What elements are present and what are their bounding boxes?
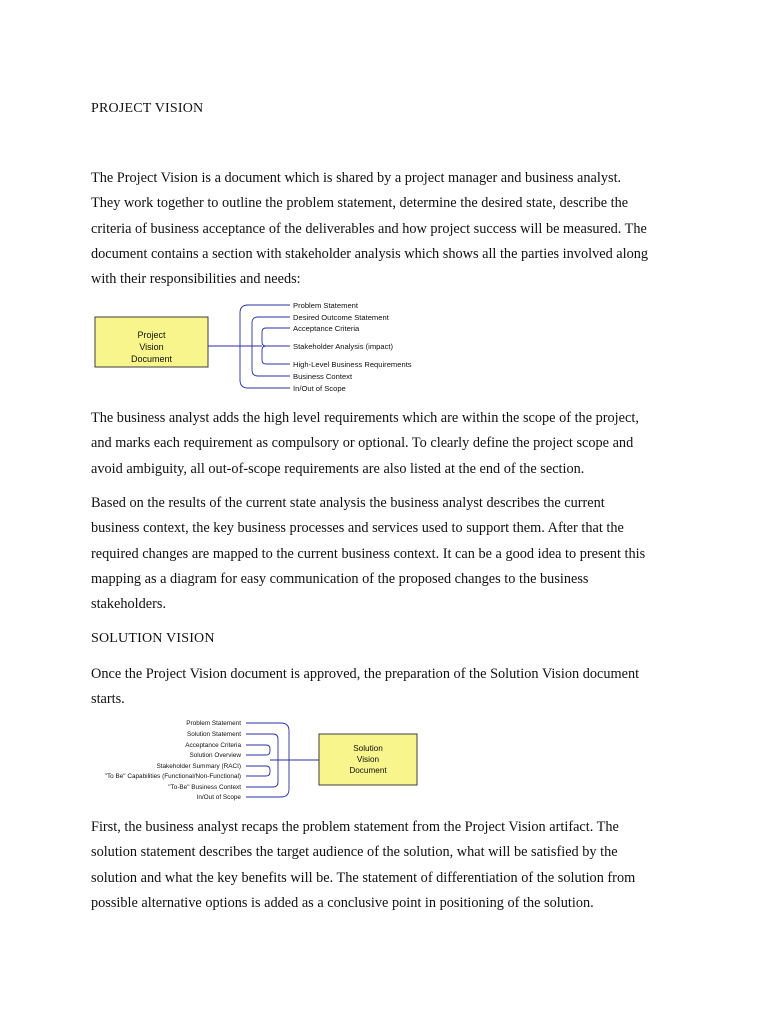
paragraph-line: First, the business analyst recaps the problem statement from the Project Vision artifact. The [91, 819, 619, 835]
solution-vision-item: Stakeholder Summary (RACI) [156, 763, 241, 770]
solution-vision-item: Solution Overview [189, 752, 241, 759]
project-vision-items [293, 301, 412, 393]
paragraph-line: mapping as a diagram for easy communication of the proposed changes to the business [91, 570, 589, 587]
solution-vision-box-label: Vision [356, 755, 380, 764]
solution-vision-item: Solution Statement [187, 731, 241, 738]
connector-line [262, 346, 290, 364]
project-vision-item: In/Out of Scope [293, 384, 346, 393]
project-vision-item: Problem Statement [293, 301, 358, 310]
solution-vision-item: "To Be" Capabilities (Functional/Non-Functional) [104, 773, 241, 780]
paragraph-line: stakeholders. [91, 596, 167, 613]
project-vision-connectors [208, 305, 290, 388]
paragraph-line: They work together to outline the problem statement, determine the desired state, describe the [91, 195, 629, 212]
paragraph-line: solution and what the key benefits will be. The statement of differentiation of the solution from [91, 869, 636, 886]
paragraph-line: document contains a section with stakeholder analysis which shows all the parties involved along [91, 245, 649, 262]
paragraph-solution-vision-intro [91, 662, 681, 713]
paragraph-line: Based on the results of the current state analysis the business analyst describes the current [91, 495, 605, 511]
paragraph-line: starts. [91, 691, 125, 708]
paragraph-line: required changes are mapped to the current business context. It can be a good idea to present this [91, 545, 646, 562]
paragraph-line: criteria of business acceptance of the deliverables and how project success will be measured. The [91, 220, 647, 237]
project-vision-item: Business Context [293, 372, 353, 381]
project-vision-diagram [90, 296, 430, 398]
project-vision-item: Desired Outcome Statement [293, 313, 389, 322]
solution-vision-box-label: Document [349, 766, 387, 775]
paragraph-current-state [91, 491, 681, 617]
solution-vision-items [105, 720, 242, 801]
solution-vision-item: "To-Be" Business Context [168, 784, 241, 791]
paragraph-line: possible alternative options is added as a conclusive point in positioning of the solution. [91, 894, 594, 911]
heading-project-vision: PROJECT VISION [91, 101, 204, 116]
paragraph-line: Once the Project Vision document is approved, the preparation of the Solution Vision document [91, 666, 640, 682]
paragraph-high-level-requirements [91, 406, 681, 482]
paragraph-line: and marks each requirement as compulsory or optional. To clearly define the project scope and [91, 435, 634, 452]
paragraph-solution-statement [91, 815, 681, 916]
paragraph-line: The business analyst adds the high level requirements which are within the scope of the project, [91, 410, 639, 426]
connector-line [252, 317, 290, 376]
connector-line [246, 745, 270, 755]
connector-line [246, 766, 270, 776]
paragraph-project-vision-intro [91, 166, 681, 292]
solution-vision-box-label: Solution [353, 744, 383, 753]
paragraph-line: solution statement describes the target audience of the solution, what will be satisfied by the [91, 844, 618, 861]
connector-line [262, 328, 290, 346]
heading-solution-vision: SOLUTION VISION [91, 631, 215, 646]
project-vision-item: Stakeholder Analysis (impact) [293, 342, 394, 351]
solution-vision-connectors [246, 723, 319, 797]
solution-vision-item: Problem Statement [186, 720, 241, 727]
project-vision-box-label: Project [137, 330, 166, 340]
solution-vision-item: Acceptance Criteria [185, 742, 241, 749]
paragraph-line: avoid ambiguity, all out-of-scope requirements are also listed at the end of the section. [91, 460, 585, 477]
solution-vision-diagram [80, 714, 425, 802]
paragraph-line: The Project Vision is a document which is shared by a project manager and business analyst. [91, 170, 622, 186]
connector-line [246, 734, 278, 787]
project-vision-box-label: Vision [139, 342, 164, 352]
project-vision-item: Acceptance Criteria [293, 324, 360, 333]
paragraph-line: with their responsibilities and needs: [91, 271, 301, 288]
paragraph-line: business context, the key business processes and services used to support them. After that the [91, 520, 624, 537]
solution-vision-item: In/Out of Scope [196, 794, 241, 801]
project-vision-box-label: Document [130, 354, 173, 364]
project-vision-item: High-Level Business Requirements [293, 360, 412, 369]
